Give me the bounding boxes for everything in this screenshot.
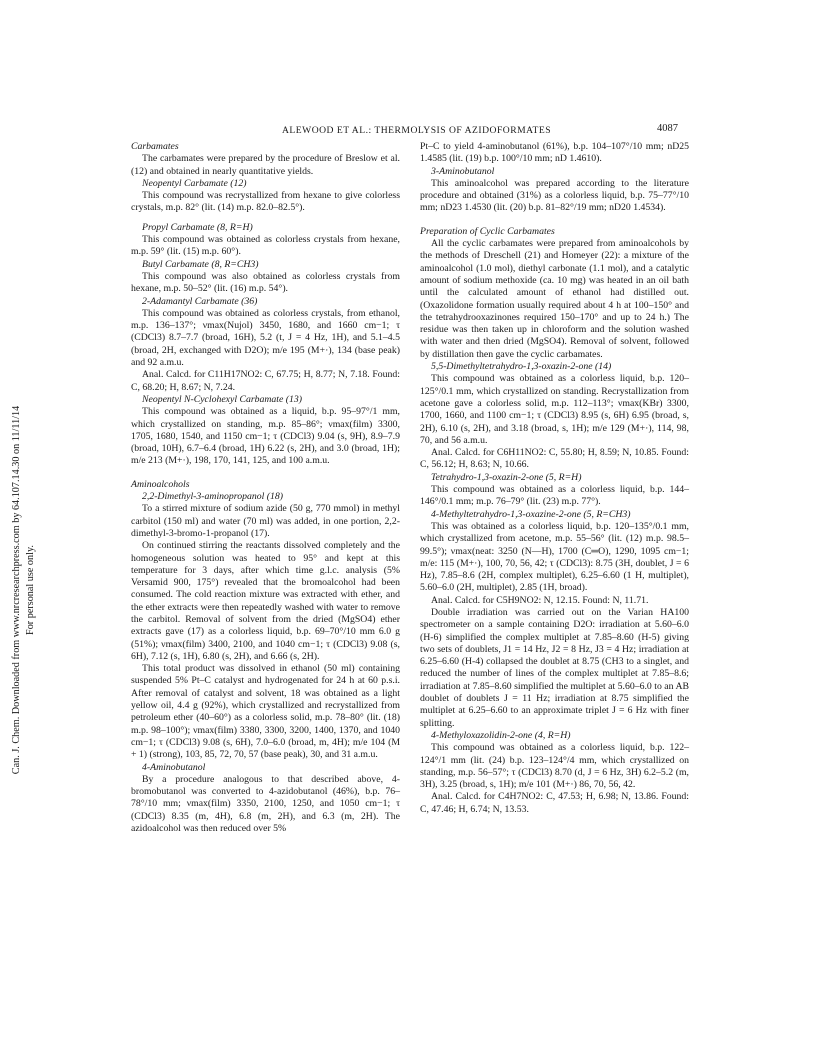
paragraph: To a stirred mixture of sodium azide (50 g, 770 mmol) in methyl carbitol (150 ml) and water (70 ml) was added, in one portion, 2,2-dimethyl-3-bromo-1-propanol (17). — [131, 503, 400, 539]
paragraph: All the cyclic carbamates were prepared from aminoalcohols by the methods of Dreschell (21) and Homeyer (22): a mixture of the aminoalcohol (1.0 mol), diethyl carbonate (1.1 mol), and a catalytic amount of sodium methoxide (ca. 10 mg) was heated in an oil bath until the calculated amount of ethanol had distilled out. (Oxazolidone formation usually required about 4 h at 100–150° and the tetrahydrooxazinones required 150–170° and up to 24 h.) The residue was then taken up in chloroform and the solution washed with water and then dried (MgSO4). Removal of solvent, followed by distillation then gave the cyclic carbamates. — [420, 238, 689, 360]
paragraph: Anal. Calcd. for C6H11NO2: C, 55.80; H, 8.59; N, 10.85. Found: C, 56.12; H, 8.63; N, 10.66. — [420, 447, 689, 471]
page-number: 4087 — [657, 123, 678, 134]
download-notice: Can. J. Chem. Downloaded from www.nrcresearchpress.com by 64.107.14.30 on 11/11/14 — [11, 405, 22, 775]
paragraph: On continued stirring the reactants dissolved completely and the homogeneous solution was heated to 95° and kept at this temperature for 3 days, after which time g.l.c. analysis (5% Versamid 900, 175°) revealed that the bromoalcohol had been consumed. The cold reaction mixture was extracted with ether, and the ether extracts were then repeatedly washed with water to remove the carbitol. Removal of solvent from the dried (MgSO4) ether extracts gave (17) as a colorless liquid, b.p. 69–70°/10 mm 6.0 g (51%); νmax(film) 3400, 2100, and 1040 cm−1; τ (CDCl3) 9.08 (s, 6H), 7.12 (s, 1H), 6.80 (s, 2H), and 6.66 (s, 2H). — [131, 540, 400, 662]
paragraph: This compound was obtained as a colorless liquid, b.p. 144–146°/0.1 mm; m.p. 76–79° (lit. (23) m.p. 77°). — [420, 484, 689, 508]
paragraph: The carbamates were prepared by the procedure of Breslow et al. (12) and obtained in nearly quantitative yields. — [131, 153, 400, 177]
paragraph: This was obtained as a colorless liquid, b.p. 120–135°/0.1 mm, which crystallized from acetone, m.p. 55–56° (lit. (12) m.p. 98.5–99.5°); νmax(neat: 3250 (N—H), 1700 (C═O), 1290, 1095 cm−1; m/e: 115 (M+·), 100, 70, 56, 42; τ (CDCl3): 8.75 (3H, doublet, J = 6 Hz), 7.85–8.6 (2H, complex multiplet), 6.25–6.60 (1 H, multiplet), 5.60–6.0 (2H, multiplet), 2.85 (1H, broad). — [420, 520, 689, 594]
compound-heading: 2,2-Dimethyl-3-aminopropanol (18) — [142, 491, 283, 503]
paragraph: This compound was obtained as colorless crystals from hexane, m.p. 59° (lit. (15) m.p. 60°). — [131, 234, 400, 258]
compound-heading: Tetrahydro-1,3-oxazin-2-one (5, R=H) — [431, 471, 582, 483]
spacer — [420, 215, 689, 226]
paragraph: This compound was obtained as a colorless liquid, b.p. 120–125°/0.1 mm, which crystallized on standing. Recrystallization from acetone gave a colorless solid, m.p. 112–113°; νmax(KBr) 3300, 1700, 1660, and 1100 cm−1; τ (CDCl3) 8.95 (s, 6H) 6.95 (broad, s, 2H), 6.10 (s, 2H), and 3.18 (broad, s, 1H); m/e 129 (M+·), 114, 98, 70, and 56 a.m.u. — [420, 373, 689, 446]
compound-heading: 4-Methyloxazolidin-2-one (4, R=H) — [431, 729, 571, 741]
download-watermark — [4, 340, 44, 840]
compound-heading: 4-Methyltetrahydro-1,3-oxazine-2-one (5, R=CH3) — [431, 508, 631, 520]
paragraph: Anal. Calcd. for C11H17NO2: C, 67.75; H, 8.77; N, 7.18. Found: C, 68.20; H, 8.67; N, 7.24. — [131, 369, 400, 393]
paragraph: By a procedure analogous to that described above, 4-bromobutanol was converted to 4-azidobutanol (46%), b.p. 76–78°/10 mm; νmax(film) 3350, 2100, 1250, and 1050 cm−1; τ (CDCl3) 8.35 (m, 4H), 6.8 (m, 2H), and 6.3 (m, 2H). The azidoalcohol was then reduced over 5% — [131, 773, 400, 835]
compound-heading: Propyl Carbamate (8, R=H) — [142, 221, 253, 233]
right-column — [420, 141, 689, 816]
section-heading: Carbamates — [131, 141, 179, 152]
section-heading: Aminoalcohols — [131, 478, 190, 490]
spacer — [131, 468, 400, 479]
paragraph: This aminoalcohol was prepared according to the literature procedure and obtained (31%) as a colorless liquid, b.p. 75–77°/10 mm; nD23 1.4530 (lit. (20) b.p. 81–82°/19 mm; nD20 1.4534). — [420, 177, 689, 214]
compound-heading: Neopentyl Carbamate (12) — [142, 177, 247, 189]
running-title: ALEWOOD ET AL.: THERMOLYSIS OF AZIDOFORMATES — [282, 125, 552, 136]
compound-heading: 2-Adamantyl Carbamate (36) — [142, 295, 258, 307]
paragraph: Double irradiation was carried out on the Varian HA100 spectrometer on a sample containing D2O: irradiation at 5.60–6.0 (H-6) simplified the complex multiplet at 7.85–8.60 (H-5) giving two sets of doublets, J1 = 14 Hz, J2 = 8 Hz, J3 = 4 Hz; irradiation at 6.25–6.60 (H-4) collapsed the doublet at 8.75 (CH3 to a singlet, and reduced the number of lines of the complex multiplet at 7.85–8.6; irradiation at 7.85–8.60 simplified the multiplet at 5.60–6.0 to an AB doublet of doublets J = 11 Hz; irradiation at 8.75 simplified the multiplet at 6.25–6.60 to an approximate triplet J = 6 Hz with finer splitting. — [420, 606, 689, 729]
compound-heading: 5,5-Dimethyltetrahydro-1,3-oxazin-2-one (14) — [431, 361, 612, 373]
paragraph: This compound was obtained as a colorless liquid, b.p. 122–124°/1 mm (lit. (24) b.p. 123–124°/4 mm, which crystallized on standing, m.p. 56–57°; τ (CDCl3) 8.70 (d, J = 6 Hz, 3H) 6.2–5.2 (m, 3H), 3.25 (broad, s, 1H); m/e 101 (M+·) 86, 70, 56, 42. — [420, 742, 689, 791]
left-column — [131, 141, 400, 835]
compound-heading: 3-Aminobutanol — [431, 165, 495, 177]
compound-heading: Neopentyl N-Cyclohexyl Carbamate (13) — [142, 393, 303, 405]
paragraph: Anal. Calcd. for C5H9NO2: N, 12.15. Found: N, 11.71. — [431, 594, 649, 606]
usage-notice: For personal use only. — [25, 545, 36, 635]
paragraph: This compound was also obtained as colorless crystals from hexane, m.p. 50–52° (lit. (16) m.p. 54°). — [131, 270, 400, 295]
paragraph: Anal. Calcd. for C4H7NO2: C, 47.53; H, 6.98; N, 13.86. Found: C, 47.46; H, 6.74; N, 13.53. — [420, 791, 689, 815]
section-heading: Preparation of Cyclic Carbamates — [420, 225, 555, 237]
paragraph: This compound was recrystallized from hexane to give colorless crystals, m.p. 82° (lit. (14) m.p. 82.0–82.5°). — [131, 190, 400, 214]
compound-heading: Butyl Carbamate (8, R=CH3) — [142, 258, 259, 270]
paragraph: This compound was obtained as a liquid, b.p. 95–97°/1 mm, which crystallized on standing, m.p. 85–86°; νmax(film) 3300, 1705, 1680, 1540, and 1150 cm−1; τ (CDCl3) 9.04 (s, 9H), 8.9–7.9 (broad, 10H), 6.7–6.4 (broad, 1H) 6.22 (s, 2H), and 3.0 (broad, 1H); m/e 213 (M+·), 198, 170, 141, 125, and 100 a.m.u. — [131, 406, 400, 467]
paragraph: Pt–C to yield 4-aminobutanol (61%), b.p. 104–107°/10 mm; nD25 1.4585 (lit. (19) b.p. 100°/10 mm; nD 1.4610). — [420, 141, 689, 165]
compound-heading: 4-Aminobutanol — [142, 761, 206, 773]
paragraph: This compound was obtained as colorless crystals, from ethanol, m.p. 136–137°; νmax(Nujol) 3450, 1680, and 1660 cm−1; τ (CDCl3) 8.7–7.7 (broad, 16H), 5.2 (t, J = 4 Hz, 1H), and 5.1–4.5 (broad, 2H, exchanged with D2O); m/e 195 (M+·), 134 (base peak) and 92 a.m.u. — [131, 307, 400, 369]
paragraph: This total product was dissolved in ethanol (50 ml) containing suspended 5% Pt–C catalyst and hydrogenated for 24 h at 60 p.s.i. After removal of catalyst and solvent, 18 was obtained as a light yellow oil, 4.4 g (92%), which crystallized and recrystallized from petroleum ether (40–60°) as a colorless solid, m.p. 78–80° (lit. (18) m.p. 98–100°); νmax(film) 3380, 3300, 3200, 1400, 1370, and 1040 cm−1; τ (CDCl3) 9.08 (s, 6H), 7.0–6.0 (broad, m, 4H); m/e 104 (M + 1) (strong), 103, 85, 72, 70, 57 (base peak), 30, and 31 a.m.u. — [131, 663, 400, 761]
spacer — [131, 215, 400, 222]
